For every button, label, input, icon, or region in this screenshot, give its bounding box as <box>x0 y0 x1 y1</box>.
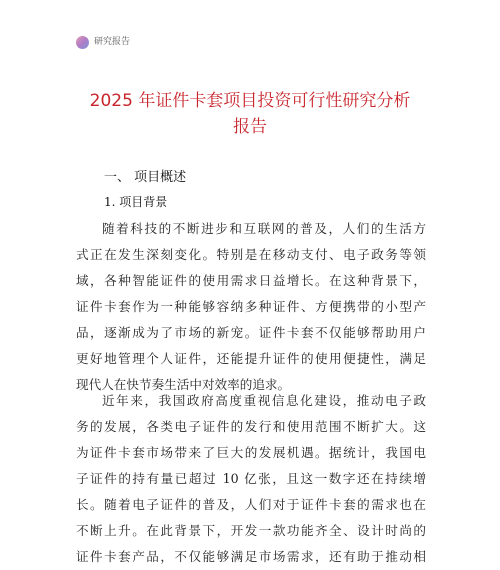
paragraph-line: 不断上升。在此背景下，开发一款功能齐全、设计时尚的 <box>76 523 426 538</box>
paragraph-line: 为证件卡套市场带来了巨大的发展机遇。据统计，我国电 <box>76 445 426 460</box>
document-title-line: 报告 <box>233 117 267 137</box>
paragraph-line: 品，逐渐成为了市场的新宠。证件卡套不仅能够帮助用户 <box>76 325 426 340</box>
document-title <box>40 88 460 140</box>
paragraph-line: 现代人在快节奏生活中对效率的追求。 <box>76 377 291 392</box>
paragraph-line: 务的发展，各类电子证件的发行和使用范围不断扩大。这 <box>76 419 426 434</box>
logo-icon <box>76 36 89 49</box>
paragraph-background-1 <box>76 216 426 398</box>
paragraph-line: 域，各种智能证件的使用需求日益增长。在这种背景下， <box>76 273 426 288</box>
paragraph-line: 式正在发生深刻变化。特别是在移动支付、电子政务等领 <box>76 247 426 262</box>
header-label: 研究报告 <box>94 37 131 47</box>
document-title-line: 2025 年证件卡套项目投资可行性研究分析 <box>89 91 411 111</box>
paragraph-line: 证件卡套作为一种能够容纳多种证件、方便携带的小型产 <box>76 299 426 314</box>
paragraph-line: 证件卡套产品，不仅能够满足市场需求，还有助于推动相 <box>76 549 426 564</box>
paragraph-line: 子证件的持有量已超过 10 亿张，且这一数字还在持续增 <box>76 471 426 486</box>
paragraph-line: 长。随着电子证件的普及，人们对于证件卡套的需求也在 <box>76 497 426 512</box>
paragraph-line: 近年来，我国政府高度重视信息化建设，推动电子政 <box>102 393 426 408</box>
paragraph-background-2 <box>76 388 426 570</box>
paragraph-line: 更好地管理个人证件，还能提升证件的使用便捷性，满足 <box>76 351 426 366</box>
paragraph-line: 随着科技的不断进步和互联网的普及，人们的生活方 <box>102 221 426 236</box>
page-header <box>76 34 130 50</box>
section-heading: 一、 项目概述 <box>104 170 187 185</box>
sub-heading: 1. 项目背景 <box>104 195 168 209</box>
